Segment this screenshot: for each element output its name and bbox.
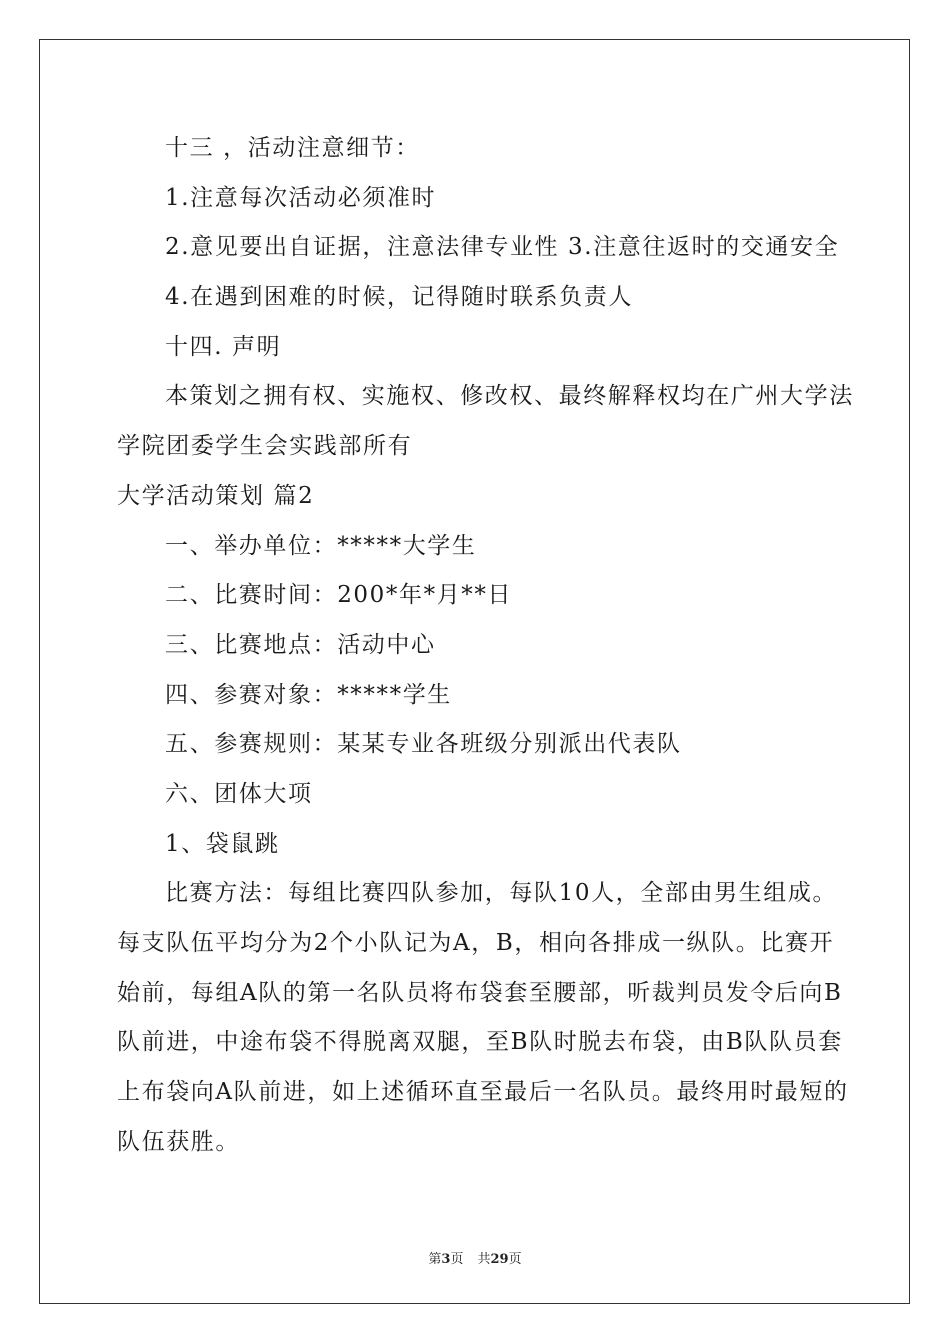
list-item: 四、参赛对象：*****学生	[165, 681, 452, 708]
section-13-heading: 十三 ，活动注意细节：	[165, 135, 420, 161]
paragraph: 比赛方法：每组比赛四队参加，每队10人，全部由男生组成。	[165, 880, 838, 907]
total-suffix: 页	[508, 1252, 522, 1267]
paragraph: 2.意见要出自证据，注意法律专业性 3.注意往返时的交通安全	[165, 234, 840, 261]
paragraph-continuation: 队前进，中途布袋不得脱离双腿，至B队时脱去布袋，由B队队员套	[117, 1029, 843, 1056]
list-item: 五、参赛规则：某某专业各班级分别派出代表队	[165, 731, 682, 758]
paragraph-continuation: 始前，每组A队的第一名队员将布袋套至腰部，听裁判员发令后向B	[117, 979, 843, 1006]
page-number: 3	[441, 1252, 451, 1267]
paragraph-continuation: 学院团委学生会实践部所有	[117, 433, 413, 460]
page-suffix: 页	[450, 1252, 464, 1267]
total-prefix: 共	[477, 1252, 491, 1267]
paragraph: 4.在遇到困难的时候，记得随时联系负责人	[165, 284, 633, 311]
list-item: 三、比赛地点：活动中心	[165, 631, 436, 658]
list-item: 六、团体大项	[165, 780, 313, 807]
list-item: 二、比赛时间：200*年*月**日	[165, 582, 513, 609]
section-14-heading: 十四. 声明	[165, 333, 282, 360]
sub-heading: 1、袋鼠跳	[165, 830, 280, 857]
chapter-title: 大学活动策划 篇2	[117, 482, 315, 509]
paragraph: 1.注意每次活动必须准时	[165, 184, 437, 211]
paragraph-continuation: 每支队伍平均分为2个小队记为A，B，相向各排成一纵队。比赛开	[117, 930, 835, 956]
document-body	[117, 124, 854, 1167]
page-footer	[0, 1248, 950, 1267]
paragraph: 本策划之拥有权、实施权、修改权、最终解释权均在广州大学法	[165, 383, 854, 410]
page-prefix: 第	[428, 1252, 442, 1267]
paragraph-continuation: 上布袋向A队前进，如上述循环直至最后一名队员。最终用时最短的	[117, 1079, 849, 1106]
list-item: 一、举办单位：*****大学生	[165, 532, 477, 559]
paragraph-continuation: 队伍获胜。	[117, 1128, 240, 1155]
total-pages: 29	[490, 1252, 509, 1267]
